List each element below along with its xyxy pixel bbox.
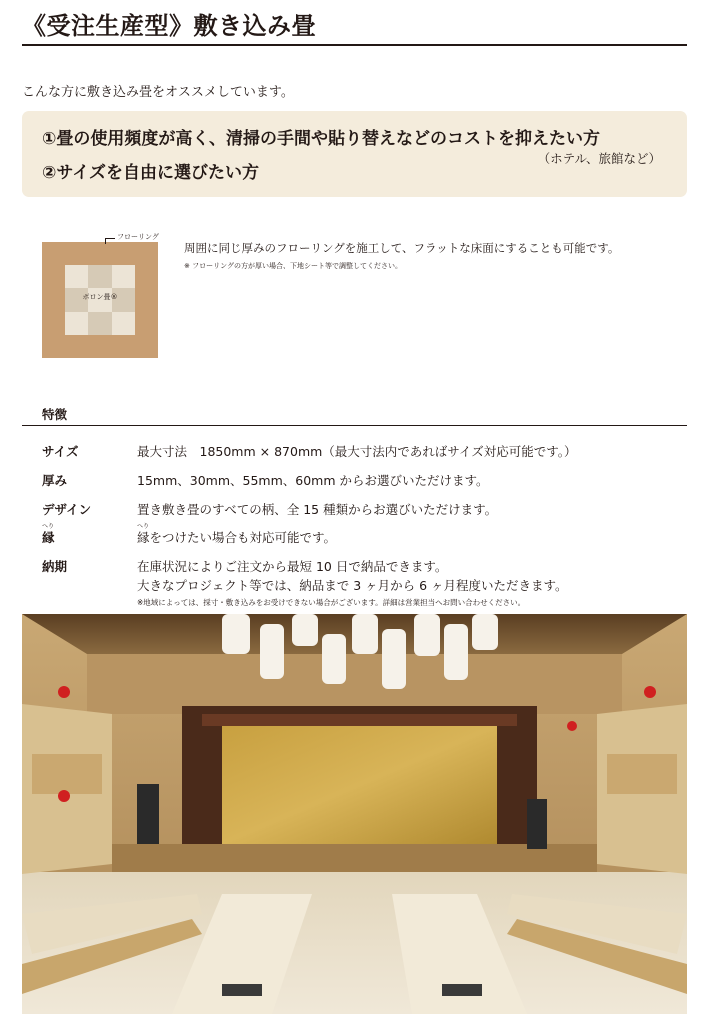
spec-value-thickness: 15mm、30mm、55mm、60mm からお選びいただけます。 [137,473,489,488]
edge-label-text: 縁 [42,530,55,545]
spec-value-delivery-1: 在庫状況によりご注文から最短 10 日で納品できます。 [137,559,448,574]
recommendation-box [22,111,687,197]
edge-value-ruby: へり [137,523,150,530]
intro-text: こんな方に敷き込み畳をオススメしています。 [22,85,294,100]
spec-value-edge [137,523,337,546]
tatami-label: ボロン畳® [82,293,118,301]
flooring-label: フローリング [117,233,159,241]
flooring-leader-tick [105,238,106,244]
flooring-leader-line [105,238,115,239]
spec-value-size: 最大寸法 1850mm × 870mm（最大寸法内であればサイズ対応可能です。） [137,444,577,459]
banquet-hall-photo [22,614,687,1014]
spec-label-delivery: 納期 [42,559,68,574]
edge-value-kanji: 縁 [137,530,150,545]
page-title: 《受注生産型》敷き込み畳 [22,12,316,40]
recommendation-note: （ホテル、旅館など） [537,151,661,166]
features-footnote: ※地域によっては、採寸・敷き込みをお受けできない場合がございます。詳細は営業担当へお問い合わせください。 [137,598,526,607]
spec-label-size: サイズ [42,444,79,459]
features-divider [22,425,687,426]
title-divider [22,44,687,46]
spec-label-thickness: 厚み [42,473,68,488]
edge-label-ruby: へり [42,523,55,530]
spec-label-edge [42,523,55,546]
spec-value-design: 置き敷き畳のすべての柄、全 15 種類からお選びいただけます。 [137,502,498,517]
recommendation-item-2: ②サイズを自由に選びたい方 [42,163,260,183]
flooring-note: ※ フローリングの方が厚い場合、下地シート等で調整してください。 [184,262,402,270]
edge-value-rest: をつけたい場合も対応可能です。 [149,530,337,545]
features-heading: 特徴 [42,407,68,422]
flooring-description: 周囲に同じ厚みのフローリングを施工して、フラットな床面にすることも可能です。 [184,241,620,255]
spec-value-delivery-2: 大きなプロジェクト等では、納品まで 3 ヶ月から 6 ヶ月程度いただきます。 [137,578,568,593]
recommendation-item-1: ①畳の使用頻度が高く、清掃の手間や貼り替えなどのコストを抑えたい方 [42,129,601,149]
flooring-diagram [42,242,158,358]
spec-label-design: デザイン [42,502,92,517]
